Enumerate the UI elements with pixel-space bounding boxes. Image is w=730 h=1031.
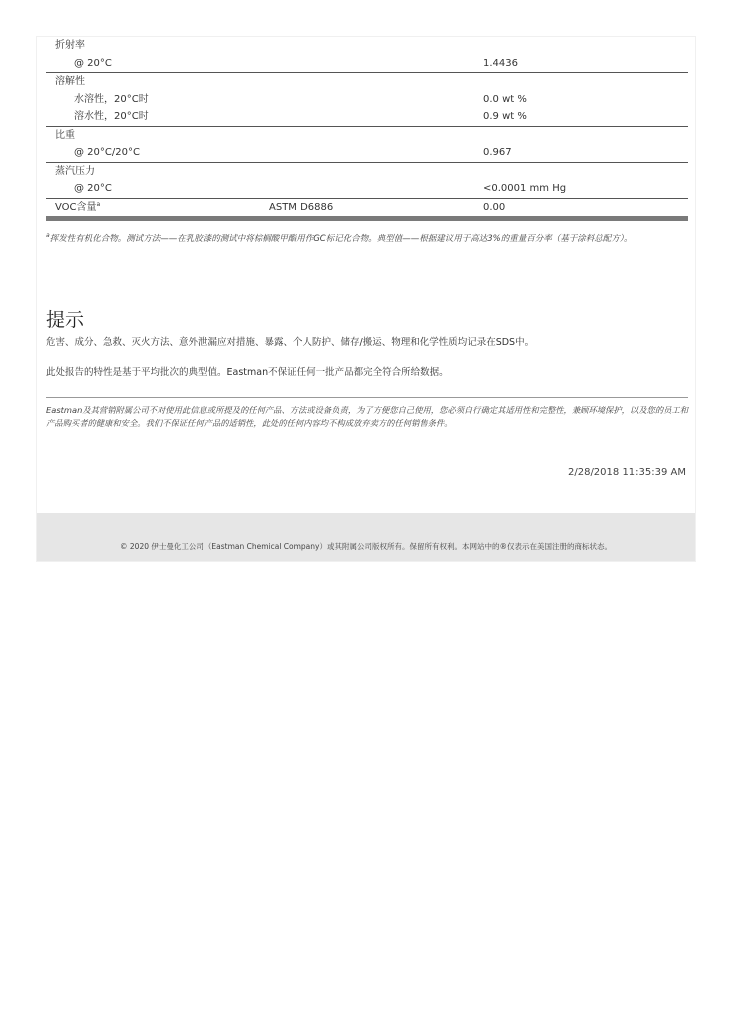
properties-table [46,37,688,221]
table-row [46,163,688,181]
property-value: 0.0 wt % [483,93,527,105]
property-value: 0.9 wt % [483,111,527,122]
table-row [46,199,688,217]
footnote-marker: a [46,232,50,239]
condition-label: 水溶性，20°C时 [74,93,149,105]
property-value: 0.967 [483,147,512,158]
test-method: ASTM D6886 [269,201,334,213]
solubility-group [46,73,688,127]
table-row [46,108,688,126]
notes-heading: 提示 [46,309,85,331]
footnote-marker: a [96,200,101,208]
property-label: 比重 [55,129,75,141]
table-row [46,91,688,109]
property-value: 0.00 [483,201,506,213]
voc-label: VOC含量 [55,201,97,213]
property-label: 溶解性 [55,76,85,87]
table-row [46,55,688,73]
copyright-text: © 2020 伊士曼化工公司（Eastman Chemical Company）或其附属公司版权所有。保留所有权利。本网站中的®仅表示在美国注册的商标状态。 [120,542,612,551]
table-row [46,127,688,145]
footnote [46,233,688,246]
disclaimer-text: Eastman及其营销附属公司不对使用此信息或所提及的任何产品、方法或设备负责，为了方便您自己使用，您必须自行确定其适用性和完整性，兼顾环境保护，以及您的员工和产品购买者的健康和安全。我们不保证任何产品的适销性，此处的任何内容均不构成放弃卖方的任何销售条件。 [46,405,689,428]
notes-line: 此处报告的特性是基于平均批次的典型值。Eastman不保证任何一批产品都完全符合所给数据。 [46,367,449,378]
condition-label: @ 20°C/20°C [74,147,140,158]
vapor-pressure-group [46,163,688,199]
table-row [46,73,688,91]
property-label: 折射率 [55,40,85,51]
specific-gravity-group [46,127,688,163]
property-label: 蒸汽压力 [55,165,95,177]
condition-label: 溶水性，20°C时 [74,111,149,122]
table-row [46,37,688,55]
property-value: <0.0001 mm Hg [483,183,567,194]
refractive-index-group [46,37,688,73]
table-row [46,180,688,198]
divider [46,397,688,398]
voc-group [46,199,688,222]
document-page [36,36,696,562]
condition-label: @ 20°C [74,57,112,69]
property-label [55,199,100,217]
condition-label: @ 20°C [74,183,112,194]
property-value: 1.4436 [483,57,518,69]
notes-line: 危害、成分、急救、灭火方法、意外泄漏应对措施、暴露、个人防护、储存/搬运、物理和化学性质均记录在SDS中。 [46,337,535,348]
table-row [46,144,688,162]
page-footer [37,513,695,561]
timestamp: 2/28/2018 11:35:39 AM [567,467,686,478]
footnote-text: 挥发性有机化合物。测试方法——在乳胶漆的测试中将棕榈酸甲酯用作GC标记化合物。典型值——根据建议用于高达3%的重量百分率（基于涂料总配方）。 [49,234,633,244]
